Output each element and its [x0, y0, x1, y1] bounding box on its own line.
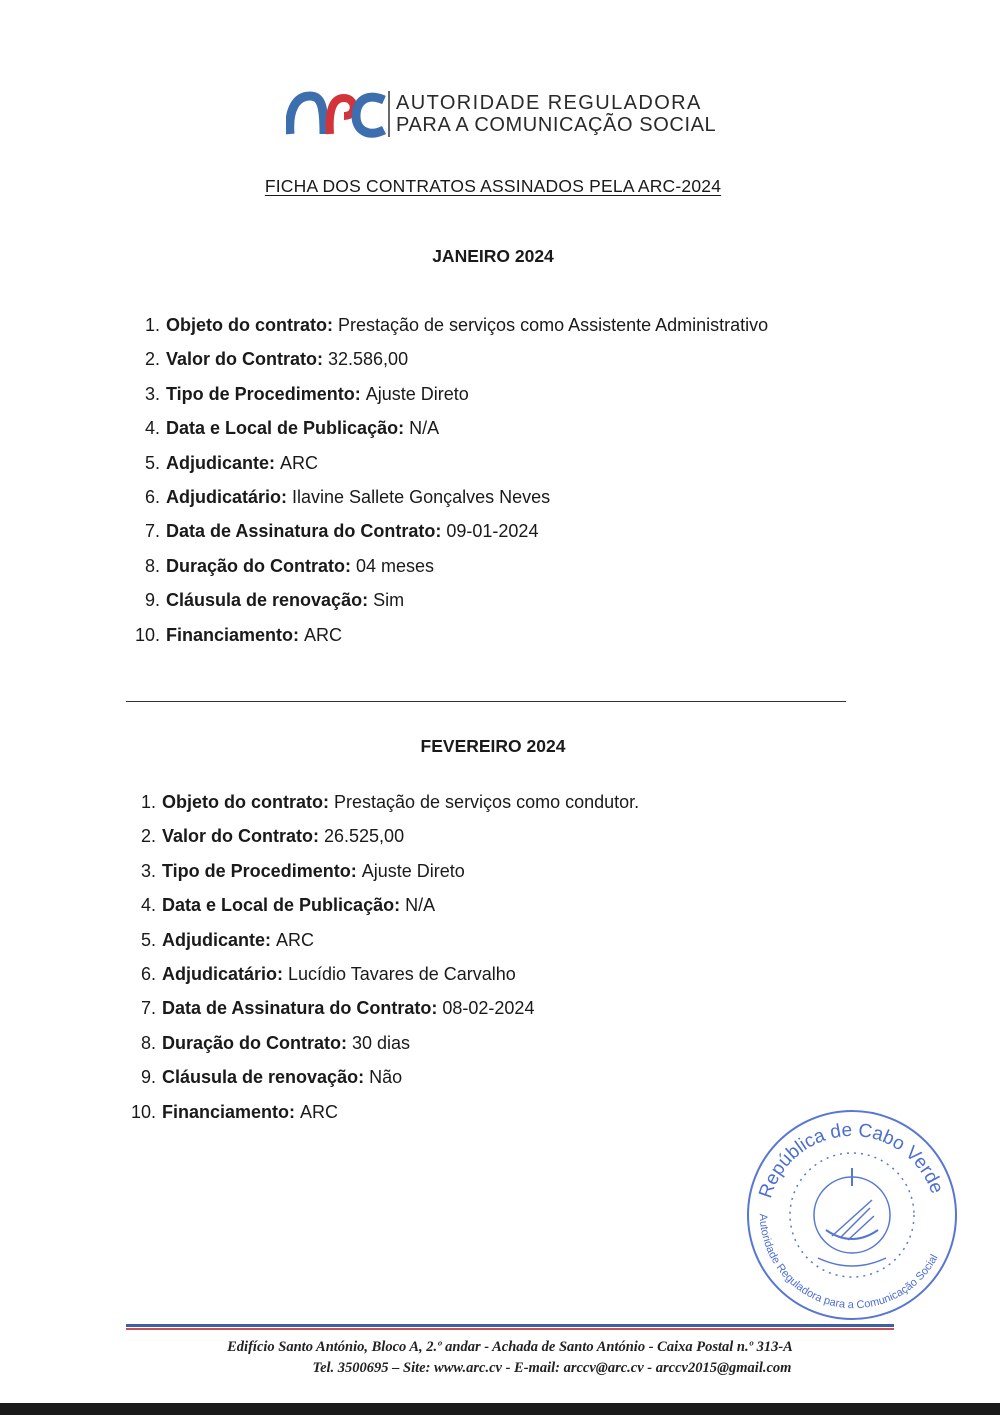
item-number: 8.: [144, 555, 160, 576]
item-value: ARC: [276, 929, 315, 950]
list-item: [130, 349, 768, 383]
item-label: Tipo de Procedimento:: [162, 860, 357, 881]
item-value: 04 meses: [356, 555, 435, 576]
list-item: [126, 792, 639, 826]
list-item: [130, 453, 768, 487]
section-heading-january: JANEIRO 2024: [432, 246, 554, 266]
list-item: [130, 556, 768, 590]
arc-logo: [286, 88, 716, 140]
footer-contact: Tel. 3500695 – Site: www.arc.cv - E-mail: arccv@arc.cv - arccv2015@gmail.com: [312, 1360, 792, 1376]
contract-list-february: [126, 792, 639, 1136]
item-value: Não: [369, 1067, 403, 1088]
item-number: 4.: [144, 418, 160, 439]
stamp-outer-text: República de Cabo Verde: [755, 1119, 948, 1201]
item-number: 9.: [140, 1067, 156, 1088]
list-item: [130, 590, 768, 624]
list-item: [126, 998, 639, 1032]
item-label: Adjudicante:: [162, 929, 272, 950]
item-number: 1.: [140, 792, 156, 812]
list-item: [126, 930, 639, 964]
item-label: Financiamento:: [166, 624, 300, 645]
item-label: Objeto do contrato:: [166, 315, 333, 335]
document-title: FICHA DOS CONTRATOS ASSINADOS PELA ARC-2024: [264, 176, 722, 196]
list-item: [126, 861, 639, 895]
footer-address: Edifício Santo António, Bloco A, 2.º andar - Achada de Santo António - Caixa Postal n.º 313-A: [227, 1339, 793, 1355]
list-item: [130, 521, 768, 555]
item-number: 5.: [140, 929, 156, 950]
list-item: [130, 384, 768, 418]
item-number: 4.: [140, 895, 156, 916]
org-name-line1: AUTORIDADE REGULADORA: [396, 92, 702, 114]
logo-text: ARC: [286, 90, 289, 91]
section-separator: [126, 701, 846, 702]
item-label: Duração do Contrato:: [162, 1032, 348, 1053]
item-value: N/A: [409, 418, 440, 439]
item-value: Lucídio Tavares de Carvalho: [288, 963, 516, 984]
item-value: 26.525,00: [324, 826, 405, 847]
section-heading-february: FEVEREIRO 2024: [420, 736, 566, 756]
item-number: 9.: [144, 590, 160, 611]
list-item: [126, 1067, 639, 1101]
org-name: [396, 92, 716, 136]
official-stamp: [740, 1108, 965, 1323]
item-value: 30 dias: [352, 1032, 411, 1053]
item-number: 7.: [144, 521, 160, 542]
item-number: 1.: [144, 315, 160, 335]
item-label: Tipo de Procedimento:: [166, 383, 361, 404]
item-value: Prestação de serviços como Assistente Administrativo: [337, 315, 769, 335]
item-number: 10.: [130, 1101, 156, 1122]
item-label: Adjudicatário:: [162, 963, 284, 984]
item-number: 3.: [140, 860, 156, 881]
item-value: ARC: [300, 1101, 339, 1122]
item-number: 2.: [140, 826, 156, 847]
item-number: 10.: [134, 624, 160, 645]
item-value: ARC: [304, 624, 343, 645]
list-item: [130, 487, 768, 521]
item-label: Data e Local de Publicação:: [166, 418, 405, 439]
item-value: 09-01-2024: [446, 521, 539, 542]
list-item: [130, 625, 768, 659]
list-item: [126, 1102, 639, 1136]
stamp-inner-text: Autoridade Reguladora para a Comunicação Social: [756, 1213, 941, 1312]
item-number: 7.: [140, 998, 156, 1019]
item-value: 08-02-2024: [442, 998, 535, 1019]
item-label: Valor do Contrato:: [162, 826, 319, 847]
item-value: 32.586,00: [328, 349, 409, 370]
item-label: Adjudicante:: [166, 452, 276, 473]
item-value: ARC: [280, 452, 319, 473]
footer-rule-blue: [126, 1324, 894, 1327]
logo-divider: [388, 91, 390, 137]
list-item: [130, 418, 768, 452]
list-item: [130, 315, 768, 349]
item-label: Financiamento:: [162, 1101, 296, 1122]
item-label: Data e Local de Publicação:: [162, 895, 401, 916]
arc-logo-mark: [286, 90, 386, 138]
scan-edge: [0, 1403, 1000, 1415]
list-item: [126, 1033, 639, 1067]
item-label: Data de Assinatura do Contrato:: [162, 998, 438, 1019]
item-value: Ilavine Sallete Gonçalves Neves: [292, 486, 551, 507]
item-label: Valor do Contrato:: [166, 349, 323, 370]
item-number: 2.: [144, 349, 160, 370]
item-label: Duração do Contrato:: [166, 555, 352, 576]
item-number: 8.: [140, 1032, 156, 1053]
org-name-line2: PARA A COMUNICAÇÃO SOCIAL: [396, 114, 717, 136]
item-label: Adjudicatário:: [166, 486, 288, 507]
list-item: [126, 964, 639, 998]
item-number: 6.: [144, 486, 160, 507]
item-value: N/A: [405, 895, 436, 916]
list-item: [126, 895, 639, 929]
item-value: Prestação de serviços como condutor.: [333, 792, 640, 812]
item-value: Ajuste Direto: [365, 383, 469, 404]
item-value: Ajuste Direto: [361, 860, 465, 881]
item-label: Cláusula de renovação:: [162, 1067, 365, 1088]
list-item: [126, 826, 639, 860]
footer-rule-red: [126, 1328, 894, 1330]
item-number: 5.: [144, 452, 160, 473]
item-number: 6.: [140, 963, 156, 984]
item-number: 3.: [144, 383, 160, 404]
item-label: Cláusula de renovação:: [166, 590, 369, 611]
item-value: Sim: [373, 590, 405, 611]
contract-list-january: [130, 315, 768, 659]
item-label: Objeto do contrato:: [162, 792, 329, 812]
item-label: Data de Assinatura do Contrato:: [166, 521, 442, 542]
